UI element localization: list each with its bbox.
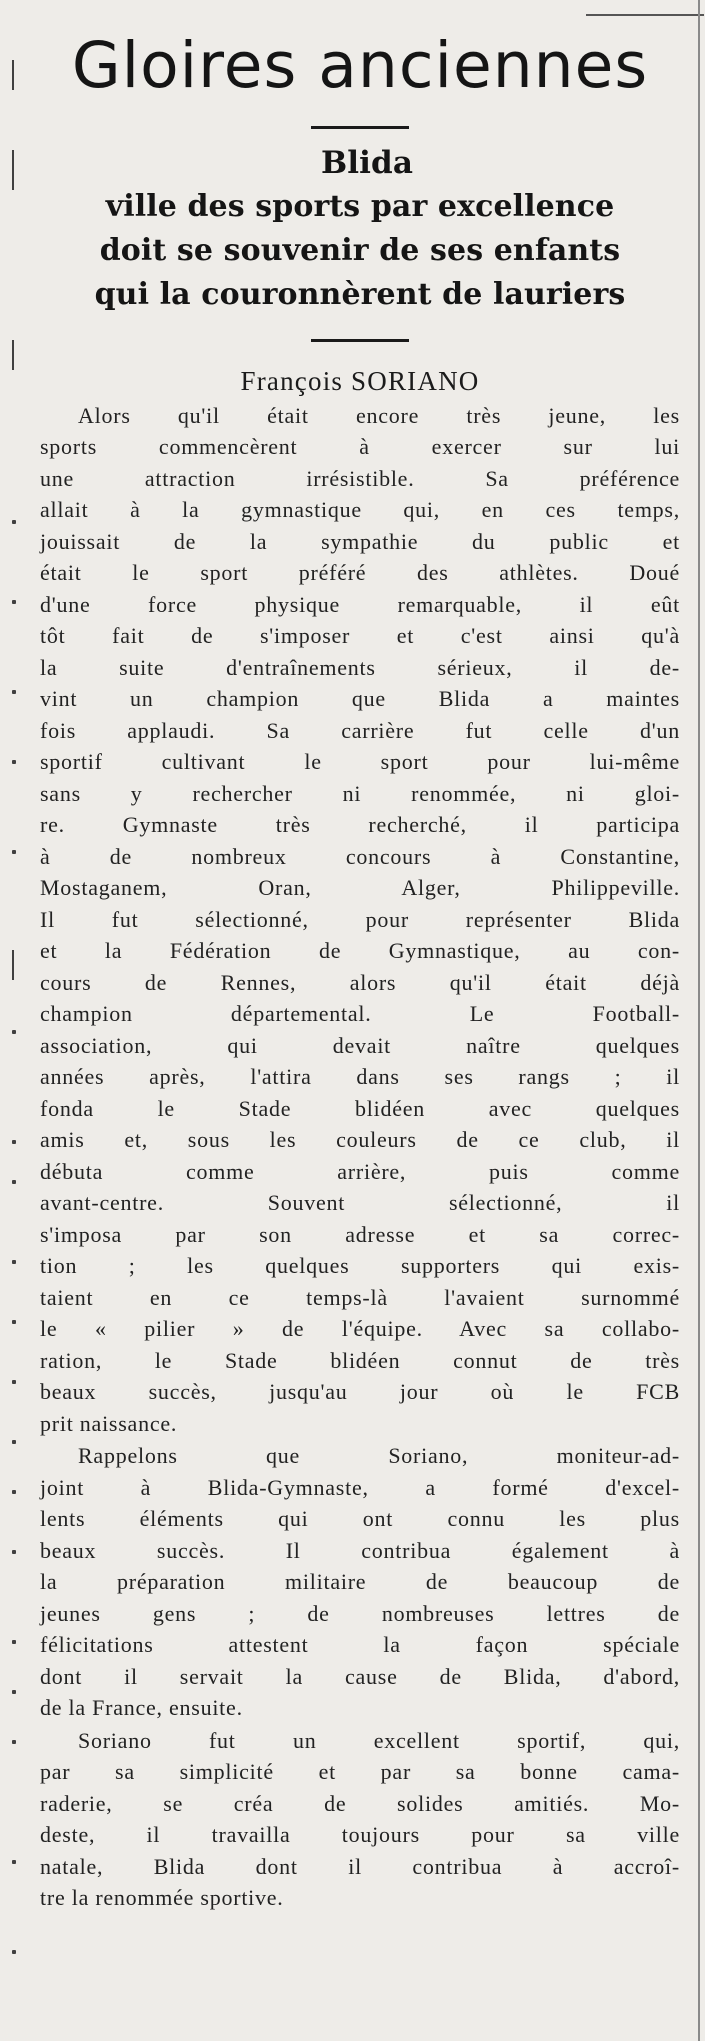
- article: [40, 28, 680, 1915]
- gutter-mark: [12, 950, 14, 980]
- text-line: sans y rechercher ni renommée, ni gloi-: [40, 780, 680, 806]
- subhead-line: ville des sports par excellence: [105, 188, 615, 224]
- subhead-line: qui la couronnèrent de lauriers: [94, 276, 626, 312]
- column-divider: [698, 0, 700, 2041]
- text-line: jeunes gens ; de nombreuses lettres de: [40, 1600, 680, 1626]
- text-line: ration, le Stade blidéen connut de très: [40, 1347, 680, 1373]
- text-line: tion ; les quelques supporters qui exis-: [40, 1253, 680, 1279]
- text-line: d'une force physique remarquable, il eût: [40, 591, 680, 617]
- gutter-mark: [12, 340, 14, 370]
- text-line: Mostaganem, Oran, Alger, Philippeville.: [40, 875, 680, 901]
- text-line: allait à la gymnastique qui, en ces temps,: [40, 497, 680, 523]
- text-line: débuta comme arrière, puis comme: [40, 1158, 680, 1184]
- paragraph: [40, 1725, 680, 1914]
- gutter-mark: [12, 1030, 16, 1034]
- text-line: jouissait de la sympathie du public et: [40, 528, 680, 554]
- text-line: avant-centre. Souvent sélectionné, il: [40, 1190, 680, 1216]
- text-line: sportif cultivant le sport pour lui-même: [40, 749, 680, 775]
- text-line: une attraction irrésistible. Sa préférence: [40, 465, 680, 491]
- text-line: Alors qu'il était encore très jeune, les: [78, 402, 680, 428]
- text-line: association, qui devait naître quelques: [40, 1032, 680, 1058]
- gutter-mark: [12, 690, 16, 694]
- left-gutter-bleed: [0, 0, 28, 2041]
- text-line: tôt fait de s'imposer et c'est ainsi qu'à: [40, 623, 680, 649]
- text-line: vint un champion que Blida a maintes: [40, 686, 680, 712]
- gutter-mark: [12, 1550, 16, 1554]
- subheadline: [40, 141, 680, 317]
- text-line: natale, Blida dont il contribua à accroî-: [40, 1853, 680, 1879]
- text-line: amis et, sous les couleurs de ce club, il: [40, 1127, 680, 1153]
- text-line: deste, il travailla toujours pour sa ville: [40, 1822, 680, 1848]
- text-line: la suite d'entraînements sérieux, il de-: [40, 654, 680, 680]
- text-line: fonda le Stade blidéen avec quelques: [40, 1095, 680, 1121]
- gutter-mark: [12, 1740, 16, 1744]
- text-line: et la Fédération de Gymnastique, au con-: [40, 938, 680, 964]
- paragraph: [40, 400, 680, 1440]
- gutter-mark: [12, 520, 16, 524]
- subhead-line: doit se souvenir de ses enfants: [99, 232, 621, 268]
- text-line: années après, l'attira dans ses rangs ; il: [40, 1064, 680, 1090]
- text-line: lents éléments qui ont connu les plus: [40, 1506, 680, 1532]
- subhead-line: Blida: [320, 144, 414, 181]
- gutter-mark: [12, 1440, 16, 1444]
- text-line: champion départemental. Le Football-: [40, 1001, 680, 1027]
- gutter-mark: [12, 1180, 16, 1184]
- gutter-mark: [12, 60, 14, 90]
- text-line: Il fut sélectionné, pour représenter Blida: [40, 906, 680, 932]
- text-line: beaux succès. Il contribua également à: [40, 1537, 680, 1563]
- gutter-mark: [12, 1320, 16, 1324]
- text-line: cours de Rennes, alors qu'il était déjà: [40, 969, 680, 995]
- text-line: la préparation militaire de beaucoup de: [40, 1569, 680, 1595]
- gutter-mark: [12, 1690, 16, 1694]
- text-line: s'imposa par son adresse et sa correc-: [40, 1221, 680, 1247]
- subhead-rule: [311, 339, 409, 342]
- gutter-mark: [12, 1860, 16, 1864]
- gutter-mark: [12, 1490, 16, 1494]
- headline: Gloires anciennes: [71, 29, 649, 102]
- text-line: Soriano fut un excellent sportif, qui,: [78, 1727, 680, 1753]
- byline: François SORIANO: [240, 365, 480, 396]
- text-line: dont il servait la cause de Blida, d'abord,: [40, 1663, 680, 1689]
- text-line: à de nombreux concours à Constantine,: [40, 843, 680, 869]
- text-line: félicitations attestent la façon spéciale: [40, 1632, 680, 1658]
- gutter-mark: [12, 1260, 16, 1264]
- text-line: taient en ce temps-là l'avaient surnommé: [40, 1284, 680, 1310]
- text-line: le « pilier » de l'équipe. Avec sa collabo-: [40, 1316, 680, 1342]
- text-line: re. Gymnaste très recherché, il participa: [40, 812, 680, 838]
- text-line: sports commencèrent à exercer sur lui: [40, 434, 680, 460]
- headline-rule: [311, 126, 409, 129]
- text-line: tre la renommée sportive.: [40, 1885, 284, 1911]
- text-line: beaux succès, jusqu'au jour où le FCB: [40, 1379, 680, 1405]
- gutter-mark: [12, 1950, 16, 1954]
- gutter-mark: [12, 1140, 16, 1144]
- gutter-mark: [12, 850, 16, 854]
- gutter-mark: [12, 1380, 16, 1384]
- article-body: [40, 400, 680, 1914]
- paragraph: [40, 1440, 680, 1724]
- text-line: de la France, ensuite.: [40, 1695, 243, 1721]
- text-line: prit naissance.: [40, 1410, 178, 1436]
- text-line: était le sport préféré des athlètes. Doué: [40, 560, 680, 586]
- text-line: joint à Blida-Gymnaste, a formé d'excel-: [40, 1474, 680, 1500]
- gutter-mark: [12, 150, 14, 190]
- gutter-mark: [12, 760, 16, 764]
- text-line: par sa simplicité et par sa bonne cama-: [40, 1759, 680, 1785]
- gutter-mark: [12, 1640, 16, 1644]
- text-line: Rappelons que Soriano, moniteur-ad-: [78, 1443, 680, 1469]
- top-right-rule: [586, 14, 704, 16]
- gutter-mark: [12, 600, 16, 604]
- text-line: fois applaudi. Sa carrière fut celle d'un: [40, 717, 680, 743]
- text-line: raderie, se créa de solides amitiés. Mo-: [40, 1790, 680, 1816]
